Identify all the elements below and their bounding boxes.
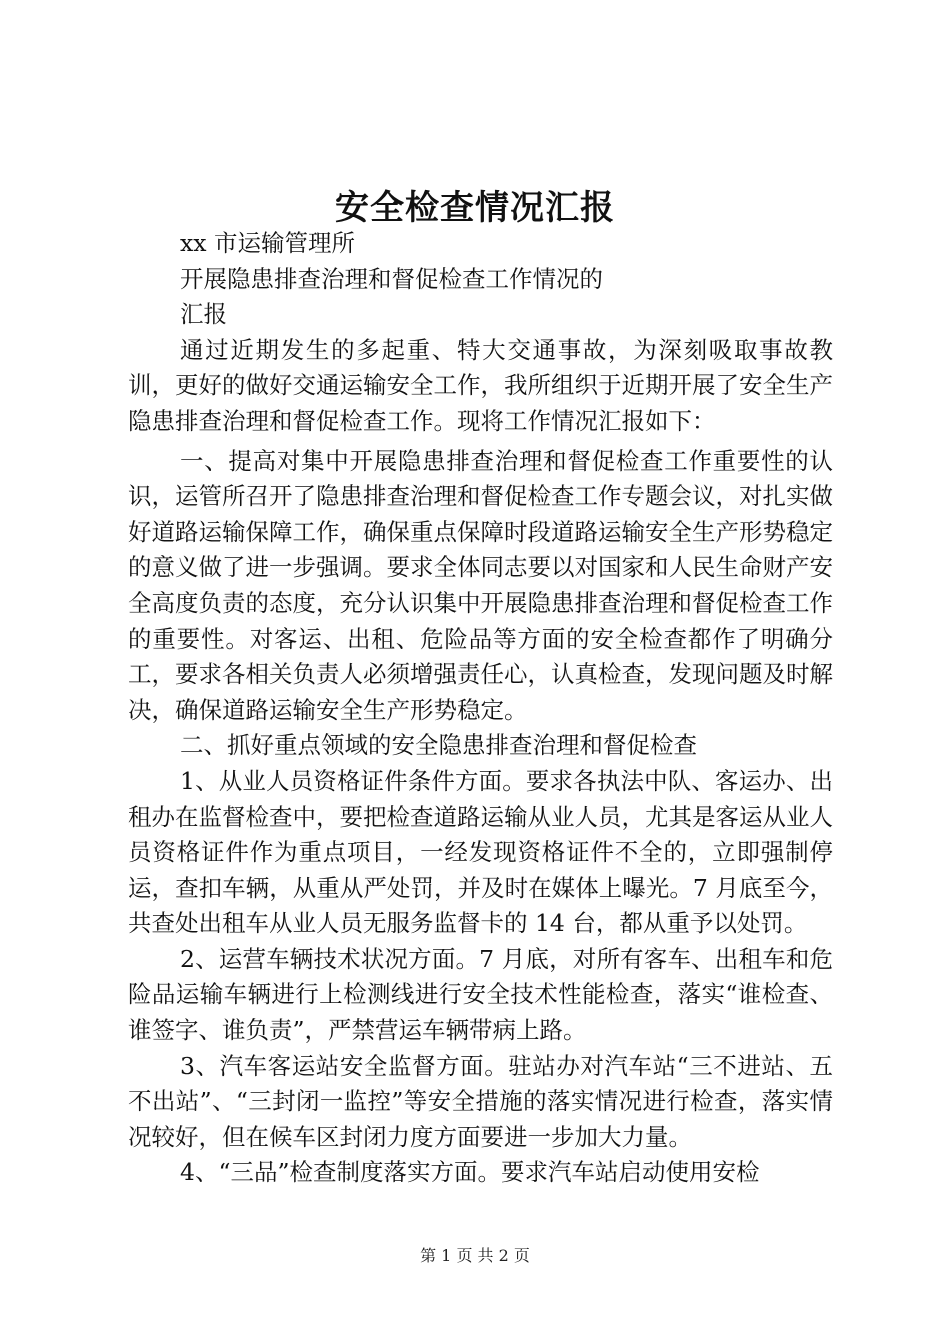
paragraph-section-1: 一、提高对集中开展隐患排查治理和督促检查工作重要性的认识，运管所召开了隐患排查治理和督促检查工作专题会议，对扎实做好道路运输保障工作，确保重点保障时段道路运输安全生产形势稳定的意义做了进一步强调。要求全体同志要以对国家和人民生命财产安全高度负责的态度，充分认识集中开展隐患排查治理和督促检查工作的重要性。对客运、出租、危险品等方面的安全检查都作了明确分工，要求各相关负责人必须增强责任心，认真检查，发现问题及时解决，确保道路运输安全生产形势稳定。 xyxy=(128,446,833,724)
paragraph-item-4: 4、“三品”检查制度落实方面。要求汽车站启动使用安检 xyxy=(180,1158,760,1187)
paragraph-section-2-heading: 二、抓好重点领域的安全隐患排查治理和督促检查 xyxy=(180,731,697,760)
paragraph-item-2: 2、运营车辆技术状况方面。7 月底，对所有客车、出租车和危险品运输车辆进行上检测线进行安全技术性能检查，落实“谁检查、谁签字、谁负责”，严禁营运车辆带病上路。 xyxy=(128,944,833,1045)
header-line-organization: xx 市运输管理所 xyxy=(180,229,355,257)
document-title: 安全检查情况汇报 xyxy=(335,188,615,228)
header-line-subject: 开展隐患排查治理和督促检查工作情况的 xyxy=(180,264,603,293)
paragraph-intro: 通过近期发生的多起重、特大交通事故，为深刻吸取事故教训，更好的做好交通运输安全工作，我所组织于近期开展了安全生产隐患排查治理和督促检查工作。现将工作情况汇报如下： xyxy=(128,335,833,435)
header-line-report: 汇报 xyxy=(180,300,227,329)
document-body xyxy=(128,226,833,1191)
paragraph-item-1: 1、从业人员资格证件条件方面。要求各执法中队、客运办、出租办在监督检查中，要把检查道路运输从业人员，尤其是客运从业人员资格证件作为重点项目，一经发现资格证件不全的，立即强制停运，查扣车辆，从重从严处罚，并及时在媒体上曝光。7 月底至今，共查处出租车从业人员无服务监督卡的 14 台，都从重予以处罚。 xyxy=(128,766,833,938)
paragraph-item-3: 3、汽车客运站安全监督方面。驻站办对汽车站“三不进站、五不出站”、“三封闭一监控”等安全措施的落实情况进行检查，落实情况较好，但在候车区封闭力度方面要进一步加大力量。 xyxy=(128,1051,833,1151)
page-footer: 第 1 页 共 2 页 xyxy=(420,1246,530,1265)
